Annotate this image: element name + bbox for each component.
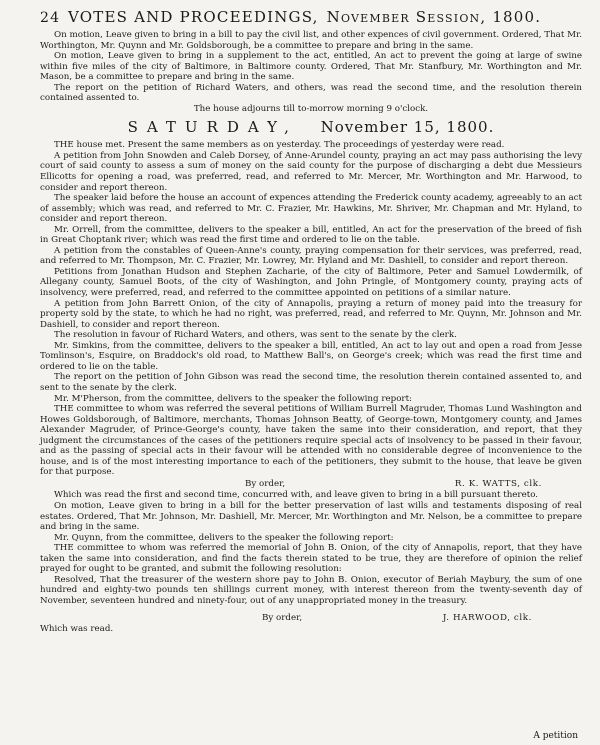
paragraph: On motion, Leave given to bring in a supplement to the act, entitled, An act to prevent the going at large of swine within five miles of the city of Baltimore, in Baltimore county. Ordered, That Mr. Stanfbury, Mr. Worthington and Mr. Mason, be a committee to prepare and bring in the same. bbox=[40, 51, 582, 83]
paragraph: THE committee to whom was referred the memorial of John B. Onion, of the city of Annapolis, report, that they have taken the same into consideration, and find the facts therein stated to be true, they are therefore of opinion the relief prayed for ought to be granted, and submit the following resolution: bbox=[40, 543, 582, 575]
paragraph: The report on the petition of Richard Waters, and others, was read the second time, and the resolution therein contained assented to. bbox=[40, 82, 582, 104]
paragraph: A petition from the constables of Queen-Anne's county, praying compensation for their services, was preferred, read, and referred to Mr. Thompson, Mr. C. Frazier, Mr. Lowrey, Mr. Hyland and Mr. Dashiell, to consider and report thereon. bbox=[40, 245, 582, 267]
closing-line: Which was read. bbox=[40, 623, 114, 634]
paragraph: The report on the petition of John Gibson was read the second time, the resolution therein contained assented to, and sent to the senate by the clerk. bbox=[40, 372, 582, 393]
header-title: VOTES AND PROCEEDINGS, bbox=[68, 8, 319, 26]
paragraph: A petition from John Barrett Onion, of the city of Annapolis, praying a return of money paid into the treasury for property sold by the state, to which he had no right, was preferred, read, and referred to Mr. Quynn, Mr. Johnson and Mr. Dashiell, to consider and report thereon. bbox=[40, 298, 582, 330]
paragraph: A petition from John Snowden and Caleb Dorsey, of Anne-Arundel county, praying an act may pass authorising the levy court of said county to assess a sum of money on the said county for the purpose of discharging a debt due Messieurs Ellicotts for opening a road, was preferred, read, and referred to Mr. Mercer, Mr. Worthington and Mr. Harwood, to consider and report thereon. bbox=[40, 150, 582, 193]
day-name: SATURDAY, bbox=[127, 118, 298, 137]
paragraph: The resolution in favour of Richard Waters, and others, was sent to the senate by the clerk. bbox=[54, 330, 457, 341]
adjourn-line: The house adjourns till to-morrow morning 9 o'clock. bbox=[193, 103, 429, 114]
by-order: By order, bbox=[245, 478, 286, 489]
day-heading bbox=[40, 119, 582, 136]
paragraph: On motion, Leave given to bring in a bill for the better preservation of last wills and testaments disposing of real estates. Ordered, That Mr. Johnson, Mr. Dashiell, Mr. Mercer, Mr. Worthington and Mr. Nelson, be a committee to prepare and bring in the same. bbox=[40, 500, 582, 533]
by-order: By order, bbox=[262, 613, 303, 624]
body-text bbox=[40, 30, 582, 635]
paragraph: Mr. Quynn, from the committee, delivers to the speaker the following report: bbox=[54, 532, 394, 543]
paragraph: Mr. M'Pherson, from the committee, delivers to the speaker the following report: bbox=[54, 393, 412, 404]
signature-block bbox=[40, 479, 582, 490]
signatory-name: R. K. WATTS, clk. bbox=[454, 478, 542, 489]
paragraph: On motion, Leave given to bring in a bill to pay the civil list, and other expences of civil government. Ordered, That Mr. Worthington, Mr. Quynn and Mr. Goldsborough, be a committee to prepare and bring in the same. bbox=[40, 30, 582, 51]
signatory-name: J. HARWOOD, clk. bbox=[442, 613, 532, 624]
paragraph: Mr. Orrell, from the committee, delivers to the speaker a bill, entitled, An act for the preservation of the breed of fish in Great Choptank river; which was read the first time and ordered to lie on the table. bbox=[40, 224, 582, 246]
header-session: November Session, 1800. bbox=[326, 8, 542, 26]
paragraph: Mr. Simkins, from the committee, delivers to the speaker a bill, entitled, An act to lay out and open a road from Jesse Tomlinson's, Esquire, on Braddock's old road, to Matthew Ball's, on George's creek; which was read the first time and ordered to lie on the table. bbox=[40, 340, 582, 372]
paragraph: THE committee to whom was referred the several petitions of William Burrell Magruder, Thomas Lund Washington and Howes Goldsborough, of Baltimore, merchants, Thomas Johnson Beatty, of George-town, Montgomery county, and James Alexander Magruder, of Prince-George's county, have taken the same into their consideration, and report, that they judgment the circumstances of the cases of the petitioners require special acts of insolvency to be passed in their favour, and as the passing of special acts in their favour will be attended with no considerable degree of inconvenience to the house, and is of the most interesting importance to each of the petitioners, they submit to the house, that leave be given for that purpose. bbox=[40, 404, 582, 478]
signature-block bbox=[40, 613, 582, 624]
paragraph: The speaker laid before the house an account of expences attending the Frederick county academy, agreeably to an act of assembly; which was read, and referred to Mr. C. Frazier, Mr. Hawkins, Mr. Shriver, Mr. Chapman and Mr. Hyland, to consider and report thereon. bbox=[40, 193, 582, 225]
paragraph: Petitions from Jonathan Hudson and Stephen Zacharie, of the city of Baltimore, Peter and Samuel Lowdermilk, of Allegany county, Samuel Boots, of the city of Washington, and John Pringle, of Montgomery county, praying acts of insolvency, were preferred, read, and referred to the committee appointed on petitions of a similar nature. bbox=[40, 266, 582, 299]
catchword: A petition bbox=[533, 731, 578, 741]
page-number: 24 bbox=[40, 10, 61, 26]
paragraph: THE house met. Present the same members as on yesterday. The proceedings of yesterday were read. bbox=[54, 140, 505, 151]
running-head bbox=[40, 8, 582, 27]
paragraph: Resolved, That the treasurer of the western shore pay to John B. Onion, executor of Beriah Maybury, the sum of one hundred and eighty-two pounds ten shillings current money, with interest thereon from the twenty-seventh day of November, seventeen hundred and ninety-four, out of any unappropriated money in the treasury. bbox=[40, 574, 582, 606]
paragraph: Which was read the first and second time, concurred with, and leave given to bring in a bill pursuant thereto. bbox=[54, 490, 539, 501]
day-date: November 15, 1800. bbox=[320, 118, 495, 137]
